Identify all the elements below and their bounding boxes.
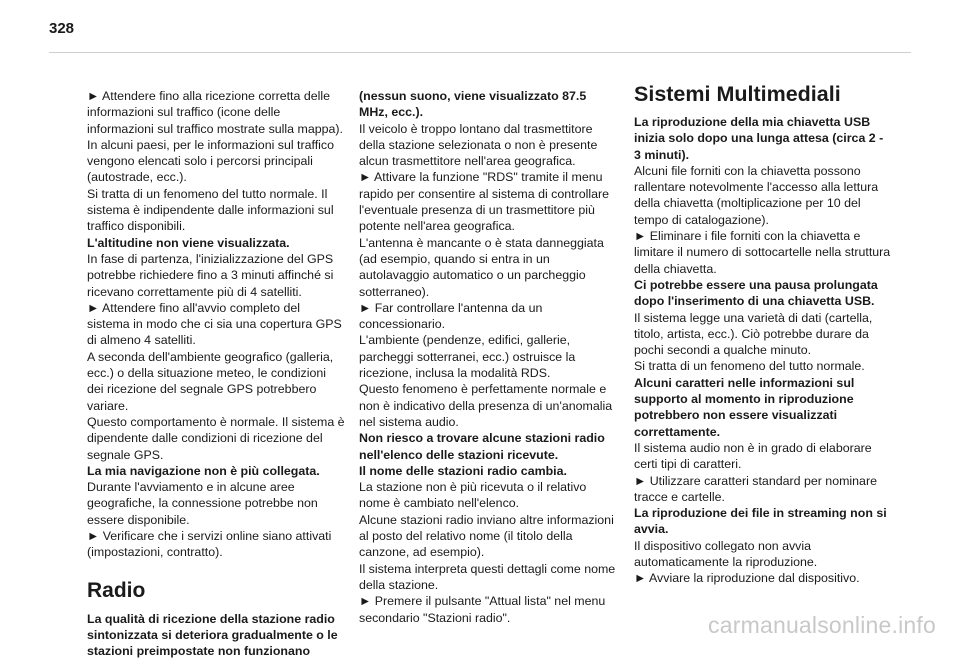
instruction-text: ► Eliminare i file forniti con la chiavetta e limitare il numero di sottocartelle nella struttura della chiavetta. <box>634 229 891 276</box>
question-heading: La riproduzione dei file in streaming non si avvia. <box>634 506 887 537</box>
instruction-text: ► Avviare la riproduzione dal dispositivo. <box>634 571 860 586</box>
watermark: carmanualsonline.info <box>708 612 936 638</box>
body-text: A seconda dell'ambiente geografico (galleria, ecc.) o della situazione meteo, le condizioni dei ricezione del segnale GPS potrebbero variare. <box>87 349 334 413</box>
body-text: Alcuni file forniti con la chiavetta possono rallentare notevolmente l'accesso alla lettura della chiavetta (moltiplicazione per 10 del tempo di catalogazione). <box>634 163 879 227</box>
body-text: Alcune stazioni radio inviano altre informazioni al posto del relativo nome (il titolo della canzone, ad esempio). <box>359 512 614 560</box>
column-middle <box>359 88 617 626</box>
body-text: Il dispositivo collegato non avvia automaticamente la riproduzione. <box>634 538 818 570</box>
question-heading: La qualità di ricezione della stazione radio sintonizzata si deteriora gradualmente o le stazioni preimpostate non funzionano <box>87 611 338 659</box>
question-heading: Il nome delle stazioni radio cambia. <box>359 463 567 478</box>
instruction-text: ► Verificare che i servizi online siano attivati (impostazioni, contratto). <box>87 529 332 560</box>
body-text: Si tratta di un fenomeno del tutto normale. <box>634 359 865 374</box>
body-text: Il sistema audio non è in grado di elaborare certi tipi di caratteri. <box>634 440 872 472</box>
question-heading-continued: (nessun suono, viene visualizzato 87.5 MHz, ecc.). <box>359 89 587 120</box>
column-left <box>87 88 345 660</box>
instruction-text: ► Utilizzare caratteri standard per nominare tracce e cartelle. <box>634 473 877 504</box>
question-heading: La mia navigazione non è più collegata. <box>87 463 320 478</box>
body-text: Durante l'avviamento e in alcune aree geografiche, la connessione potrebbe non essere disponibile. <box>87 480 318 527</box>
instruction-text: ► Attendere fino alla ricezione corretta delle informazioni sul traffico (icone delle informazioni sul traffico mostrate sulla mappa). <box>87 89 343 136</box>
body-text: Il veicolo è troppo lontano dal trasmettitore della stazione selezionata o non è presente alcun trasmettitore nell'area geografica. <box>359 121 598 169</box>
question-heading: Alcuni caratteri nelle informazioni sul supporto al momento in riproduzione potrebbero non essere visualizzati correttamente. <box>634 375 855 439</box>
body-text: Il sistema legge una varietà di dati (cartella, titolo, artista, ecc.). Ciò potrebbe durare da pochi secondi a qualche minuto. <box>634 310 873 358</box>
instruction-text: ► Premere il pulsante "Attual lista" nel menu secondario "Stazioni radio". <box>359 594 606 625</box>
question-heading: La riproduzione della mia chiavetta USB inizia solo dopo una lunga attesa (circa 2 - 3 minuti). <box>634 115 884 162</box>
body-text: L'ambiente (pendenze, edifici, gallerie, parcheggi sotterranei, ecc.) ostruisce la ricezione, inclusa la modalità RDS. <box>359 333 576 381</box>
body-text: In fase di partenza, l'inizializzazione del GPS potrebbe richiedere fino a 3 minuti affinché si ricevano correttamente più di 4 satelliti. <box>87 251 334 299</box>
question-heading: L'altitudine non viene visualizzata. <box>87 235 290 250</box>
question-heading: Ci potrebbe essere una pausa prolungata dopo l'inserimento di una chiavetta USB. <box>634 277 878 309</box>
body-text: In alcuni paesi, per le informazioni sul traffico vengono elencati solo i percorsi principali (autostrade, ecc.). <box>87 137 335 185</box>
body-text: L'antenna è mancante o è stata danneggiata (ad esempio, quando si entra in un autolavaggio automatico o un parcheggio sotterraneo). <box>359 235 604 299</box>
instruction-text: ► Attivare la funzione "RDS" tramite il menu rapido per consentire al sistema di controllare l'eventuale presenza di un trasmettitore più potente nell'area geografica. <box>359 170 610 234</box>
instruction-text: ► Far controllare l'antenna da un concessionario. <box>359 300 543 332</box>
body-text: Si tratta di un fenomeno del tutto normale. Il sistema è indipendente dalle informazioni sul traffico disponibili. <box>87 186 334 234</box>
body-text: Questo comportamento è normale. Il sistema è dipendente dalle condizioni di ricezione del segnale GPS. <box>87 414 345 462</box>
question-heading: Non riesco a trovare alcune stazioni radio nell'elenco delle stazioni ricevute. <box>359 431 605 462</box>
body-text: La stazione non è più ricevuta o il relativo nome è cambiato nell'elenco. <box>359 480 587 511</box>
section-title-radio: Radio <box>87 578 146 602</box>
page-number: 328 <box>49 20 75 37</box>
body-text: Questo fenomeno è perfettamente normale e non è indicativo della presenza di un'anomalia nel sistema audio. <box>359 382 613 429</box>
body-text: Il sistema interpreta questi dettagli come nome della stazione. <box>359 561 616 592</box>
column-right <box>634 82 892 587</box>
section-title-multimedia: Sistemi Multimediali <box>634 82 841 106</box>
instruction-text: ► Attendere fino all'avvio completo del sistema in modo che ci sia una copertura GPS di almeno 4 satelliti. <box>87 300 342 348</box>
header-divider <box>49 52 911 53</box>
